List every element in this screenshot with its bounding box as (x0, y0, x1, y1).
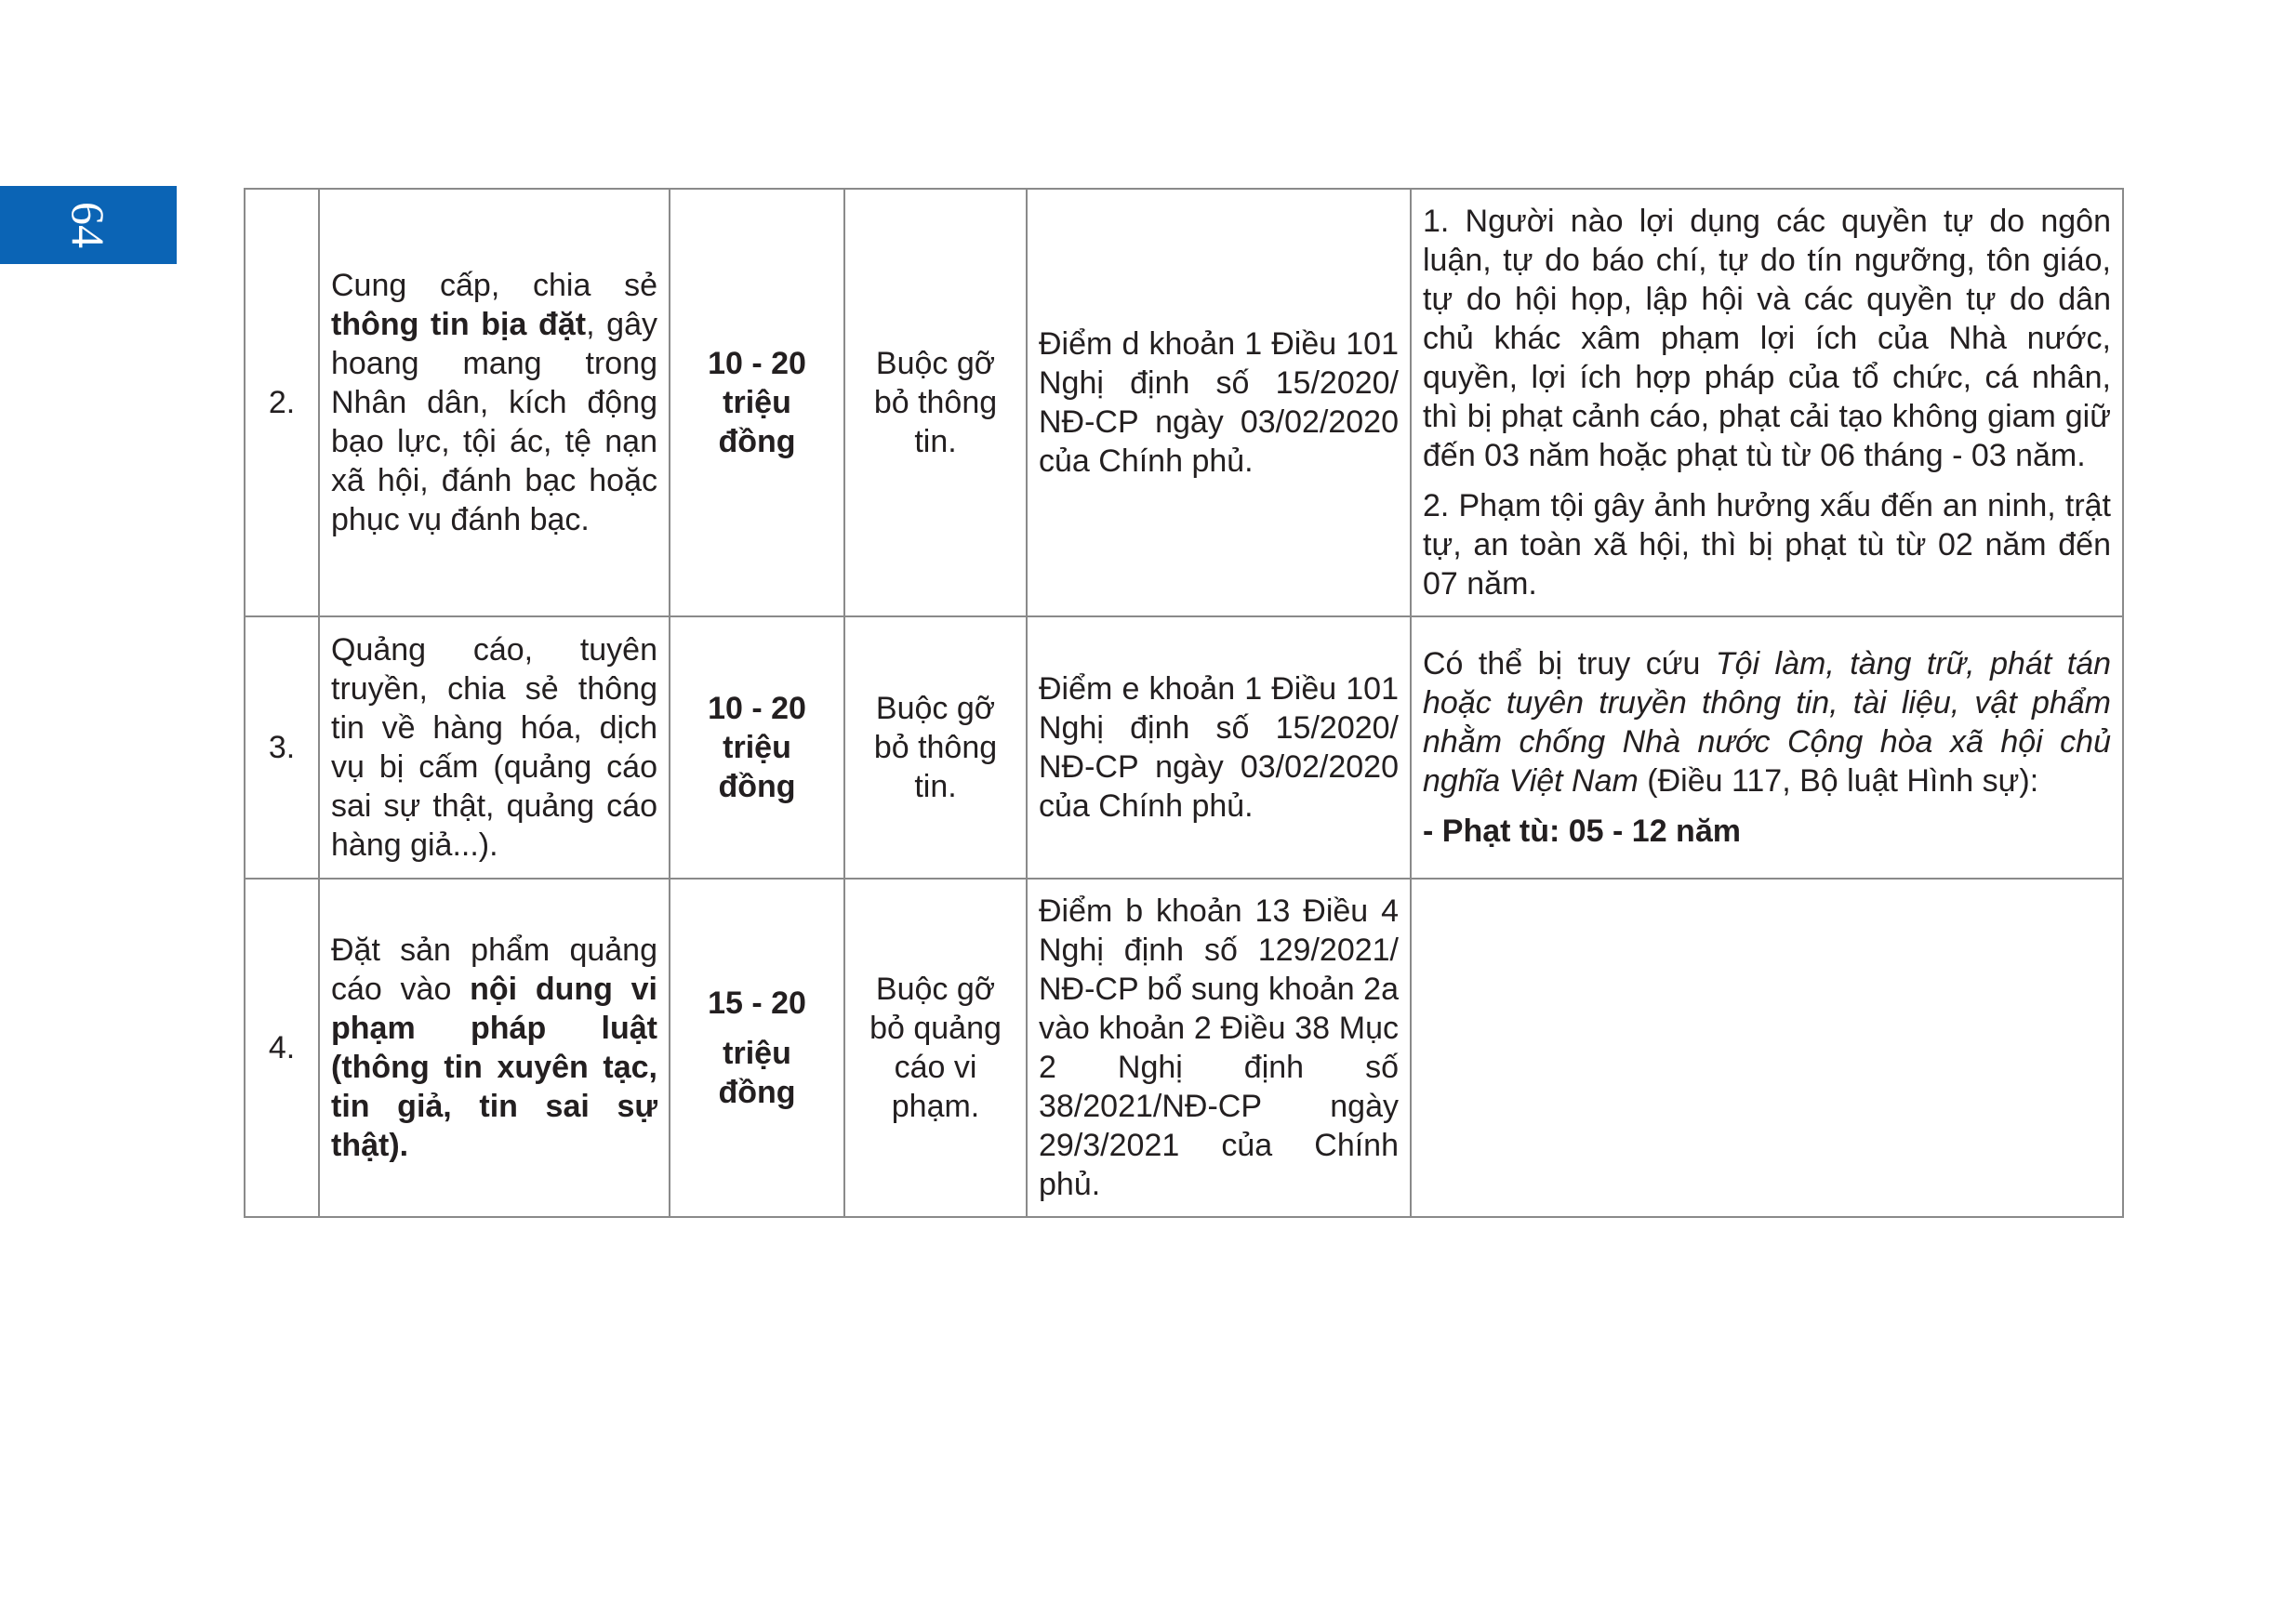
remedy-measure: Buộc gỡ bỏ thông tin. (844, 616, 1027, 879)
row-number: 3. (245, 616, 319, 879)
legal-basis: Điểm b khoản 13 Điều 4 Nghị định số 129/2021/ NĐ-CP bổ sung khoản 2a vào khoản 2 Điều 38 Mục 2 Nghị định số 38/2021/NĐ-CP ngày 29/3/2021 của Chính phủ. (1027, 879, 1411, 1217)
criminal-paragraph: 2. Phạm tội gây ảnh hưởng xấu đến an ninh, trật tự, an toàn xã hội, thì bị phạt tù từ 02 năm đến 07 năm. (1423, 488, 2111, 602)
fine-amount: 10 - 20 triệu đồng (670, 189, 844, 616)
table-row (245, 616, 2123, 879)
criminal-paragraph: 1. Người nào lợi dụng các quyền tự do ngôn luận, tự do báo chí, tự do tín ngưỡng, tôn giáo, tự do hội họp, lập hội và các quyền tự do dân chủ khác xâm phạm lợi ích của Nhà nước, quyền, lợi ích hợp pháp của tổ chức, cá nhân, thì bị phạt cảnh cáo, phạt cải tạo không giam giữ đến 03 năm hoặc phạt tù từ 06 tháng - 03 năm. (1423, 204, 2111, 473)
violation-description: Quảng cáo, tuyên truyền, chia sẻ thông tin về hàng hóa, dịch vụ bị cấm (quảng cáo sai sự thật, quảng cáo hàng giả...). (319, 616, 670, 879)
criminal-paragraph: Có thể bị truy cứu Tội làm, tàng trữ, phát tán hoặc tuyên truyền thông tin, tài liệu, vật phẩm nhằm chống Nhà nước Cộng hòa xã hội chủ nghĩa Việt Nam (Điều 117, Bộ luật Hình sự): (1423, 646, 2111, 799)
criminal-liability-empty (1411, 879, 2123, 1217)
page-number-tab (0, 186, 177, 264)
fine-amount: 15 - 20 triệu đồng (670, 879, 844, 1217)
remedy-measure: Buộc gỡ bỏ quảng cáo vi phạm. (844, 879, 1027, 1217)
legal-basis: Điểm d khoản 1 Điều 101 Nghị định số 15/2020/ NĐ-CP ngày 03/02/2020 của Chính phủ. (1027, 189, 1411, 616)
fine-amount: 10 - 20 triệu đồng (670, 616, 844, 879)
violation-description: Đặt sản phẩm quảng cáo vào nội dung vi phạm pháp luật (thông tin xuyên tạc, tin giả, tin sai sự thật). (319, 879, 670, 1217)
crime-name: Tội làm, tàng trữ, phát tán hoặc tuyên truyền thông tin, tài liệu, vật phẩm nhằm chống Nhà nước Cộng hòa xã hội chủ nghĩa Việt Nam (1423, 646, 2111, 799)
table-row (245, 189, 2123, 616)
legal-basis: Điểm e khoản 1 Điều 101 Nghị định số 15/2020/ NĐ-CP ngày 03/02/2020 của Chính phủ. (1027, 616, 1411, 879)
criminal-penalty: - Phạt tù: 05 - 12 năm (1423, 814, 1741, 849)
criminal-liability (1411, 616, 2123, 879)
violation-description: Cung cấp, chia sẻ thông tin bịa đặt, gây hoang mang trong Nhân dân, kích động bạo lực, tội ác, tệ nạn xã hội, đánh bạc hoặc phục vụ đánh bạc. (319, 189, 670, 616)
remedy-measure: Buộc gỡ bỏ thông tin. (844, 189, 1027, 616)
row-number: 4. (245, 879, 319, 1217)
table-row (245, 879, 2123, 1217)
row-number: 2. (245, 189, 319, 616)
violations-table (244, 188, 2124, 1218)
page-number: 64 (62, 202, 114, 248)
criminal-liability (1411, 189, 2123, 616)
